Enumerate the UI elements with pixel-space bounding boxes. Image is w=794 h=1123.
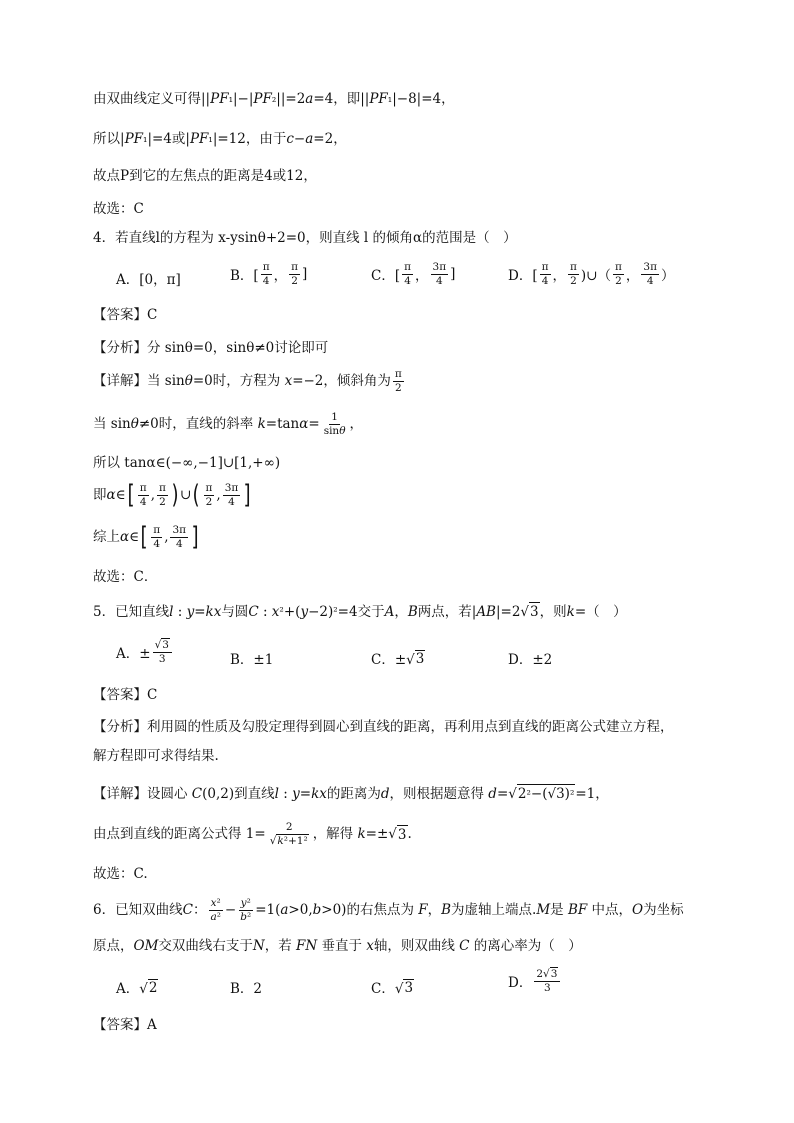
q5-option-b: B．±1 [230,652,274,668]
q4-option-b: B．[ $\frac{\pi}{4}$ ， $\frac{\pi}{2}$ ] [230,261,308,287]
question-6-line-2: 原点， OM 交双曲线右支于 N ，若 FN 垂直于 x 轴，则双曲线 C 的离心率为（ ） [93,938,582,954]
q5-option-d: D．±2 [508,652,553,668]
solution-line-4: 故选：C [93,201,144,217]
question-4: 4．若直线l的方程为 x-ysinθ+2=0，则直线 l 的倾角α的范围是（ ） [93,230,517,246]
q6-answer: 【答案】A [93,1017,157,1033]
q4-answer: 【答案】C [93,307,158,323]
q4-option-d: D．[ $\frac{\pi}{4}$ ， $\frac{\pi}{2}$ )∪（ $\frac{\pi}{2}$ ， $\frac{3\pi}{4}$ ） [508,261,675,287]
q5-detail-3: 故选：C. [93,866,148,882]
question-5: 5．已知直线 l : y = kx 与圆 C : x ² +( y −2) ² =4交于 A ， B 两点，若| AB |=2√ 3 ，则 k =（ ） [93,603,627,620]
q4-detail: 【详解】当 sin θ =0时，方程为 x =−2，倾斜角为 $\frac{\pi}{2}$ [93,368,402,394]
q4-option-c: C．[ $\frac{\pi}{4}$ ， $\frac{3\pi}{4}$ ] [371,261,456,287]
q4-analysis: 【分析】分 sinθ=0，sinθ≠0讨论即可 [93,340,329,356]
q4-detail-5: 综上 α ∈ [ $\frac{\pi}{4}$ , $\frac{3\pi}{4}$ ] [93,522,199,552]
q5-option-c: C．±√ 3 [371,650,425,668]
q4-detail-4: 即 α ∈ [ $\frac{\pi}{4}$ , $\frac{\pi}{2}$ ) ∪ ( $\frac{\pi}{2}$ , $\frac{3\pi}{4}$ ] [93,480,251,510]
solution-line-1: 由双曲线定义可得|| PF ₁ |−| PF ₂ ||=2 a =4，即|| PF ₁ |−8|=4， [93,91,455,107]
q6-option-c: C．√ 3 [371,979,414,997]
q5-analysis-1: 【分析】利用圆的性质及勾股定理得到圆心到直线的距离，再利用点到直线的距离公式建立方程， [93,719,674,735]
q4-detail-2: 当 sin θ ≠0时，直线的斜率 k =tan α = $\frac{1}{\sin\theta}$ ， [93,411,364,437]
q5-analysis-2: 解方程即可求得结果. [93,748,219,764]
q5-answer: 【答案】C [93,687,158,703]
q4-detail-3: 所以 tanα∈(−∞,−1]∪[1,+∞) [93,455,281,471]
q4-detail-6: 故选：C． [93,569,158,585]
q5-detail-2: 由点到直线的距离公式得 1= $\frac{2}{\text{√k²+1²}}$ ，解得 k =±√ 3 . [93,821,412,847]
question-6-line-1: 6．已知双曲线 C ： $\frac{\text{x²}}{\text{a²}}$ − $\frac{\text{y²}}{\text{b²}}$ =1( a >0, b >0)的右焦点为 F ， B 为虚轴上端点. M 是 BF 中点， O 为坐标 [93,897,684,923]
q6-option-b: B．2 [230,981,263,997]
q6-option-d: D． $\frac{2√3}{3}$ [508,969,562,993]
q5-detail: 【详解】设圆心 C (0,2)到直线 l : y = kx 的距离为 d ，则根据题意得 d =√ 2²−(√3)² =1， [93,786,609,802]
solution-line-2: 所以| PF ₁ |=4或| PF ₁ |=12，由于 c − a =2， [93,131,347,147]
q5-option-a: A．± $\frac{√3}{3}$ [116,640,174,664]
q4-option-a: A．[0，π] [116,272,181,288]
solution-line-3: 故点P到它的左焦点的距离是4或12， [93,168,317,184]
q6-option-a: A．√ 2 [116,979,158,997]
